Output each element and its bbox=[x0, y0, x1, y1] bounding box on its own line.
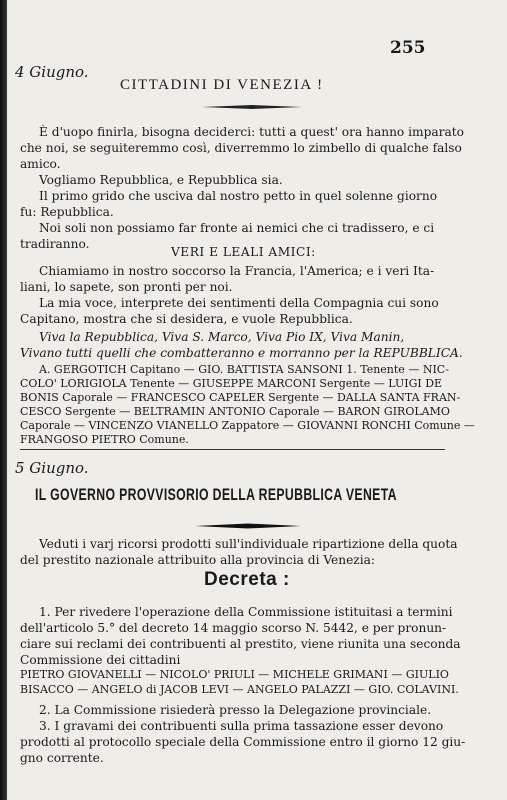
date-heading-2: 5 Giugno. bbox=[15, 459, 89, 477]
decree-intro-line: Veduti i varj ricorsi prodotti sull'individuale ripartizione della quota bbox=[39, 537, 458, 551]
article-line: dell'articolo 5.° del decreto 14 maggio scorso N. 5442, e per pronun- bbox=[20, 621, 447, 635]
viva-line: Vivano tutti quelli che combatteranno e morranno per la REPUBBLICA. bbox=[20, 346, 463, 360]
decree-intro-line: del prestito nazionale attribuito alla provincia di Venezia: bbox=[20, 553, 375, 567]
signatories-line: CESCO Sergente — BELTRAMIN ANTONIO Caporale — BARON GIROLAMO bbox=[20, 405, 450, 418]
article-line: prodotti al protocollo speciale della Commissione entro il giorno 12 giu- bbox=[20, 735, 466, 749]
signatories-line: BONIS Caporale — FRANCESCO CAPELER Sergente — DALLA SANTA FRAN- bbox=[20, 391, 461, 404]
proclamation-subheading: VERI E LEALI AMICI: bbox=[171, 245, 316, 259]
decree-issuer-title: IL GOVERNO PROVVISORIO DELLA REPUBBLICA VENETA bbox=[35, 485, 397, 504]
date-heading-1: 4 Giugno. bbox=[15, 63, 89, 81]
article-line: 2. La Commissione risiederà presso la Delegazione provinciale. bbox=[39, 703, 432, 717]
proclamation-text-line: che noi, se seguiteremmo così, diverremmo lo zimbello di qualche falso bbox=[20, 141, 462, 155]
page-number: 255 bbox=[390, 38, 426, 58]
viva-line: Viva la Repubblica, Viva S. Marco, Viva Pio IX, Viva Manin, bbox=[39, 330, 405, 344]
signatories-line: A. GERGOTICH Capitano — GIO. BATTISTA SANSONI 1. Tenente — NIC- bbox=[39, 363, 449, 376]
proclamation-text-line: Vogliamo Repubblica, e Repubblica sia. bbox=[39, 173, 283, 187]
article-line: Commissione dei cittadini bbox=[20, 653, 181, 667]
proclamation-text-line: Chiamiamo in nostro soccorso la Francia, l'America; e i veri Ita- bbox=[39, 264, 435, 278]
ornamental-rule-2 bbox=[195, 522, 301, 530]
book-page bbox=[7, 0, 507, 800]
article-line: gno corrente. bbox=[20, 751, 104, 765]
section-divider bbox=[20, 449, 445, 450]
signatories-line: COLO' LORIGIOLA Tenente — GIUSEPPE MARCONI Sergente — LUIGI DE bbox=[20, 377, 443, 390]
signatories-line: Caporale — VINCENZO VIANELLO Zappatore — GIOVANNI RONCHI Comune — bbox=[20, 419, 475, 432]
article-line: 1. Per rivedere l'operazione della Commissione istituitasi a termini bbox=[39, 605, 453, 619]
article-line: 3. I gravami dei contribuenti sulla prima tassazione esser devono bbox=[39, 719, 444, 733]
proclamation-text-line: Il primo grido che usciva dal nostro petto in quel solenne giorno bbox=[39, 189, 438, 203]
commission-members-line: PIETRO GIOVANELLI — NICOLO' PRIULI — MICHELE GRIMANI — GIULIO bbox=[20, 668, 449, 681]
proclamation-text-line: È d'uopo finirla, bisogna deciderci: tutti a quest' ora hanno imparato bbox=[39, 125, 464, 139]
proclamation-text-line: liani, lo sapete, son pronti per noi. bbox=[20, 280, 233, 294]
signatories-line: FRANGOSO PIETRO Comune. bbox=[20, 433, 189, 446]
decree-heading: Decreta : bbox=[204, 569, 290, 590]
commission-members-line: BISACCO — ANGELO di JACOB LEVI — ANGELO PALAZZI — GIO. COLAVINI. bbox=[20, 683, 459, 696]
proclamation-text-line: La mia voce, interprete dei sentimenti della Compagnia cui sono bbox=[39, 296, 439, 310]
proclamation-text-line: Noi soli non possiamo far fronte ai nemici che ci tradissero, e ci bbox=[39, 221, 435, 235]
proclamation-title: CITTADINI DI VENEZIA ! bbox=[120, 77, 324, 93]
book-gutter-shadow bbox=[0, 0, 7, 800]
proclamation-text-line: amico. bbox=[20, 157, 61, 171]
article-line: ciare sui reclami dei contribuenti al prestito, viene riunita una seconda bbox=[20, 637, 461, 651]
proclamation-text-line: fu: Repubblica. bbox=[20, 205, 114, 219]
ornamental-rule-1 bbox=[202, 103, 302, 111]
proclamation-text-line: Capitano, mostra che si desidera, e vuole Repubblica. bbox=[20, 312, 353, 326]
proclamation-text-line: tradiranno. bbox=[20, 237, 90, 251]
